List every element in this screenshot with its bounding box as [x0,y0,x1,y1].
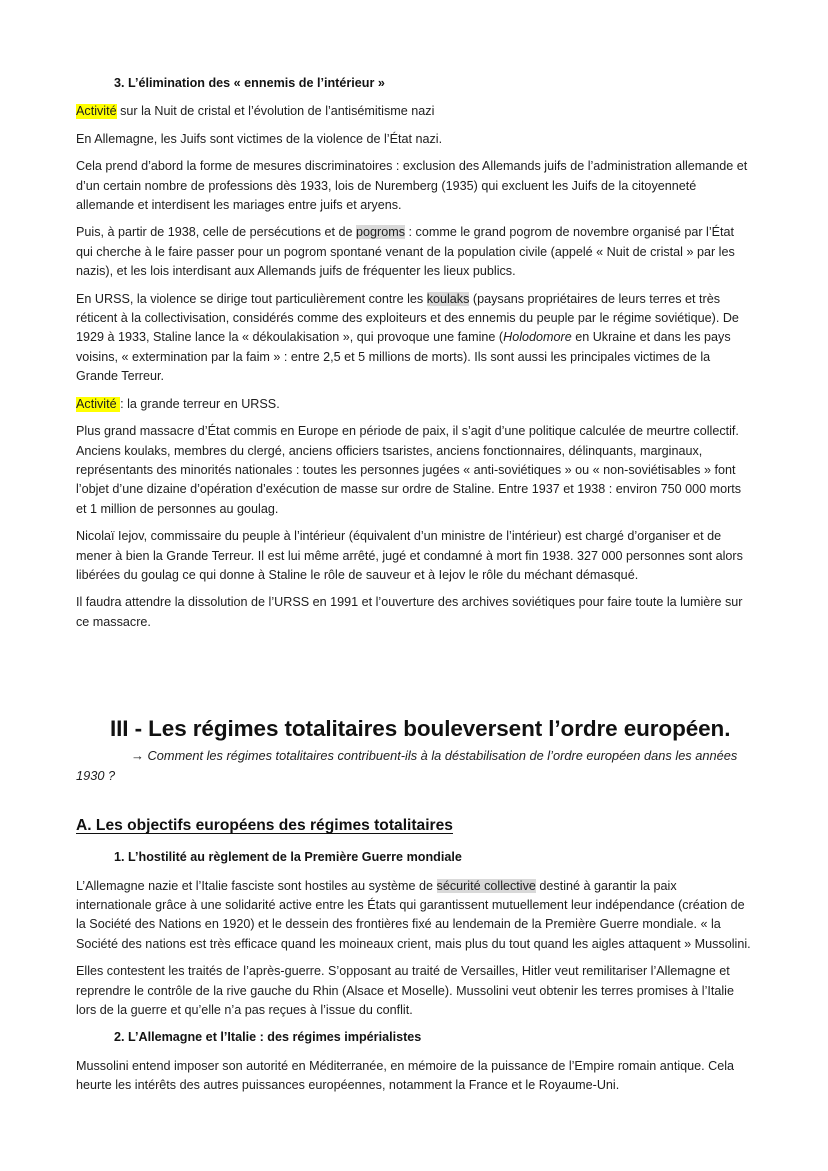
paragraph-postwar-treaties: Elles contestent les traités de l’après-guerre. S’opposant au traité de Versailles, Hitler veut remilitariser l’Allemagne et reprendre le contrôle de la rive gauche du Rhin (Alsace et Moselle). Mussolini veut obtenir les terres promises à l’Italie lors de la guerre et qu’elle n’a pas reçues à l’issue du conflit. [76,964,734,1017]
section-spacer [76,640,752,714]
pogroms-text-after: : comme le grand pogrom de novembre organisé par l’État qui cherche à le faire passer pour un pogrom spontané venant de la population civile (appelé « Nuit de cristal » par les nazis), et les lois interdisant aux Allemands juifs de fréquenter les lieux publics. [76,225,735,279]
paragraph-koulaks [76,290,752,387]
security-text-after: destiné à garantir la paix internationale grâce à une solidarité active entre les États qui garantissent mutuellement leur indépendance (création de la Société des Nations en 1920) et le dessein des frontières fixé au lendemain de la Première Guerre mondiale. « la Société des nations est très efficace quand les moineaux crient, mais plus du tout quand les aigles attaquent » Mussolini. [76,878,751,951]
koulaks-text-mid: (paysans propriétaires de leurs terres et très réticent à la collectivisation, considérés comme des exploiteurs et des ennemis du peuple par le régime soviétique). De 1929 à 1933, Staline lance la « dékoulakisation », qui provoque une famine ( [76,291,739,345]
security-term-highlight: sécurité collective [436,878,536,893]
activity-highlight-label-1: Activité [76,104,117,119]
heading-item-2: 2. L’Allemagne et l’Italie : des régimes impérialistes [114,1030,422,1045]
guiding-question [76,746,752,786]
document-body [76,74,752,1104]
arrow-indent-wrapper [76,746,144,766]
paragraph-activity-2 [76,395,752,414]
koulaks-text-before: En URSS, la violence se dirige tout particulièrement contre les [76,291,427,306]
arrow-right-icon: → [131,748,144,764]
paragraph-activity-1 [76,102,752,121]
activity-highlight-label-2: Activité [76,396,121,411]
security-text-before: L’Allemagne nazie et l’Italie fasciste sont hostiles au système de [76,878,437,893]
paragraph-germany-intro: En Allemagne, les Juifs sont victimes de la violence de l’État nazi. [76,131,443,146]
paragraph-discriminatory-measures: Cela prend d’abord la forme de mesures discriminatoires : exclusion des Allemands juifs de l’administration allemande et d’un certain nombre de professions dès 1933, lois de Nuremberg (1935) qui excluent les Juifs de la citoyenneté allemande et interdisent les mariages entre juifs et aryens. [76,159,748,213]
holodomore-italic-term: Holodomore [503,330,572,345]
heading-section-3: 3. L’élimination des « ennemis de l’intérieur » [114,76,385,90]
paragraph-iejov: Nicolaï Iejov, commissaire du peuple à l’intérieur (équivalent d’un ministre de l’intérieur) est chargé d’organiser et de mener à bien la Grande Terreur. Il est lui même arrêté, jugé et condamné à mort fin 1938. 327 000 personnes sont alors libérées du goulag ce qui donne à Staline le rôle de sauveur et à Iejov le rôle du méchant démasqué. [76,529,743,582]
activity-rest-2: : la grande terreur en URSS. [120,396,280,411]
heading-section-three: III - Les régimes totalitaires bouleversent l’ordre européen. [110,716,731,742]
guiding-question-text: Comment les régimes totalitaires contribuent-ils à la déstabilisation de l’ordre européen dans les années 1930 ? [76,748,738,784]
paragraph-mussolini-mediterranean: Mussolini entend imposer son autorité en Méditerranée, en mémoire de la puissance de l’Empire romain antique. Cela heurte les intérêts des autres puissances européennes, notamment la France et le Royaume-Uni. [76,1058,735,1093]
koulaks-term-highlight: koulaks [426,291,470,306]
paragraph-ussr-dissolution: Il faudra attendre la dissolution de l’URSS en 1991 et l’ouverture des archives soviétiques pour faire toute la lumière sur ce massacre. [76,595,743,629]
pogroms-text-before: Puis, à partir de 1938, celle de persécutions et de [76,225,357,240]
activity-rest-1: sur la Nuit de cristal et l’évolution de l’antisémitisme nazi [116,104,435,119]
paragraph-great-terror: Plus grand massacre d’État commis en Europe en période de paix, il s’agit d’une politique calculée de meurtre collectif. Anciens koulaks, membres du clergé, anciens officiers tsaristes, anciens fonctionnaires, délinquants, marginaux, représentants des minorités nationales : toutes les personnes jugées « anti-soviétiques » ou « non-soviétisables » font l’objet d’une dizaine d’opération d’exécution de masse sur ordre de Staline. Entre 1937 et 1938 : environ 750 000 morts et 1 million de personnes au goulag. [76,424,742,516]
koulaks-text-after: en Ukraine et dans les pays voisins, « extermination par la faim » : entre 2,5 et 5 millions de morts). Ils sont aussi les principales victimes de la Grande Terreur. [76,330,731,384]
paragraph-pogroms [76,223,752,281]
heading-subsection-a: A. Les objectifs européens des régimes totalitaires [76,817,453,835]
subsection-spacer [76,792,752,814]
heading-item-1: 1. L’hostilité au règlement de la Première Guerre mondiale [114,850,462,865]
pogroms-term-highlight: pogroms [356,225,406,240]
paragraph-collective-security [76,877,752,955]
